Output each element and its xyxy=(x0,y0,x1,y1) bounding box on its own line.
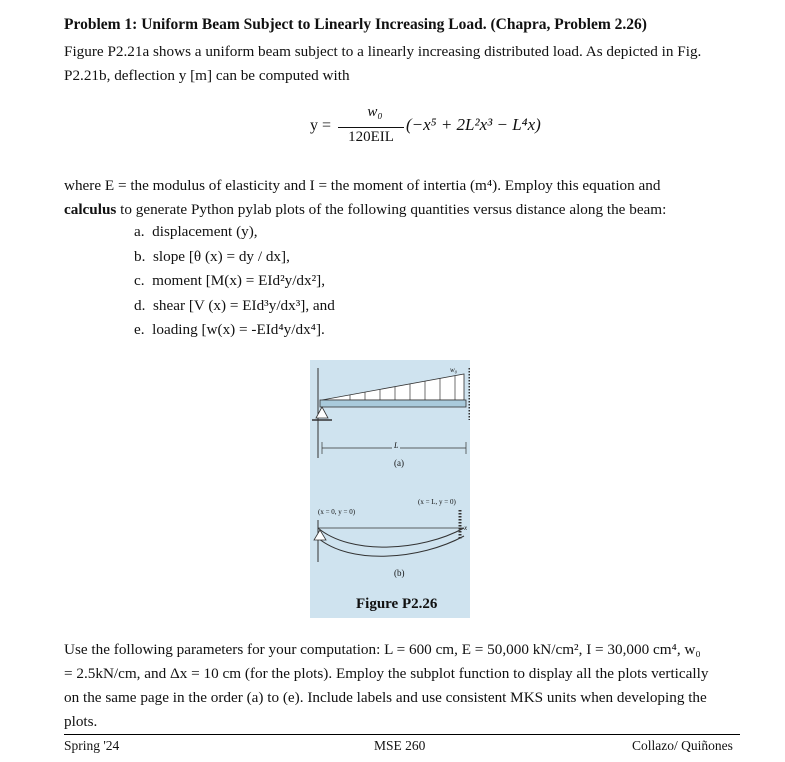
left-bc-label: (x = 0, y = 0) xyxy=(318,508,356,516)
quantity-list xyxy=(134,220,335,343)
deflected-beam xyxy=(318,536,464,556)
beam-figure xyxy=(310,360,470,618)
footer-course: MSE 260 xyxy=(374,738,426,753)
beam xyxy=(320,400,466,407)
where-line-1: where E = the modulus of elasticity and I = the moment of intertia (m⁴). Employ this equation and xyxy=(64,177,661,194)
problem-title: Problem 1: Uniform Beam Subject to Linearly Increasing Load. (Chapra, Problem 2.26) xyxy=(64,16,647,33)
list-item: a. displacement (y), xyxy=(134,223,258,240)
where-line-2-rest: to generate Python pylab plots of the following quantities versus distance along the beam: xyxy=(116,201,667,218)
equation-numerator: w₀ xyxy=(367,104,383,120)
fraction-bar xyxy=(338,127,404,128)
parameters-line-3: on the same page in the order (a) to (e). Include labels and use consistent MKS units when developing the xyxy=(64,689,707,706)
list-item: b. slope [θ (x) = dy / dx], xyxy=(134,247,290,265)
w0-label: w₀ xyxy=(450,366,458,374)
footer-term: Spring '24 xyxy=(64,738,120,753)
figure-caption: Figure P2.26 xyxy=(356,596,438,612)
parameters-line-1: Use the following parameters for your computation: L = 600 cm, E = 50,000 kN/cm², I = 30,000 cm⁴, w₀ xyxy=(64,641,701,658)
right-bc-label: (x = L, y = 0) xyxy=(418,498,456,506)
x-axis-label: x xyxy=(464,524,468,532)
equation-denominator: 120EIL xyxy=(348,129,394,145)
list-item: c. moment [M(x) = EId²y/dx²], xyxy=(134,272,326,289)
beam-diagram xyxy=(310,360,470,618)
list-item: d. shear [V (x) = EId³y/dx³], and xyxy=(134,296,335,314)
where-line-2 xyxy=(64,198,666,222)
footer-authors: Collazo/ Quiñones xyxy=(632,738,733,753)
list-item: e. loading [w(x) = -EId⁴y/dx⁴]. xyxy=(134,321,325,338)
length-label: L xyxy=(394,441,399,450)
parameters-line-4: plots. xyxy=(64,713,98,730)
pin-support-b xyxy=(314,530,326,540)
part-b-label: (b) xyxy=(394,568,405,578)
intro-line-1: Figure P2.21a shows a uniform beam subject to a linearly increasing distributed load. As depicted in Fig. xyxy=(64,43,702,60)
equation-expression: (−x⁵ + 2L²x³ − L⁴x) xyxy=(406,115,541,134)
deflection-equation xyxy=(310,104,570,154)
intro-line-2: P2.21b, deflection y [m] can be computed with xyxy=(64,67,350,84)
bold-calculus: calculus xyxy=(64,201,117,218)
distributed-load xyxy=(322,374,464,400)
part-a-label: (a) xyxy=(394,458,404,468)
footer-divider xyxy=(64,734,740,735)
parameters-paragraph xyxy=(64,638,744,734)
parameters-line-2: = 2.5kN/cm, and Δx = 10 cm (for the plots). Employ the subplot function to display all the plots vertically xyxy=(64,665,709,682)
deflection-curve xyxy=(318,528,464,547)
equation-lhs: y = xyxy=(310,117,332,134)
